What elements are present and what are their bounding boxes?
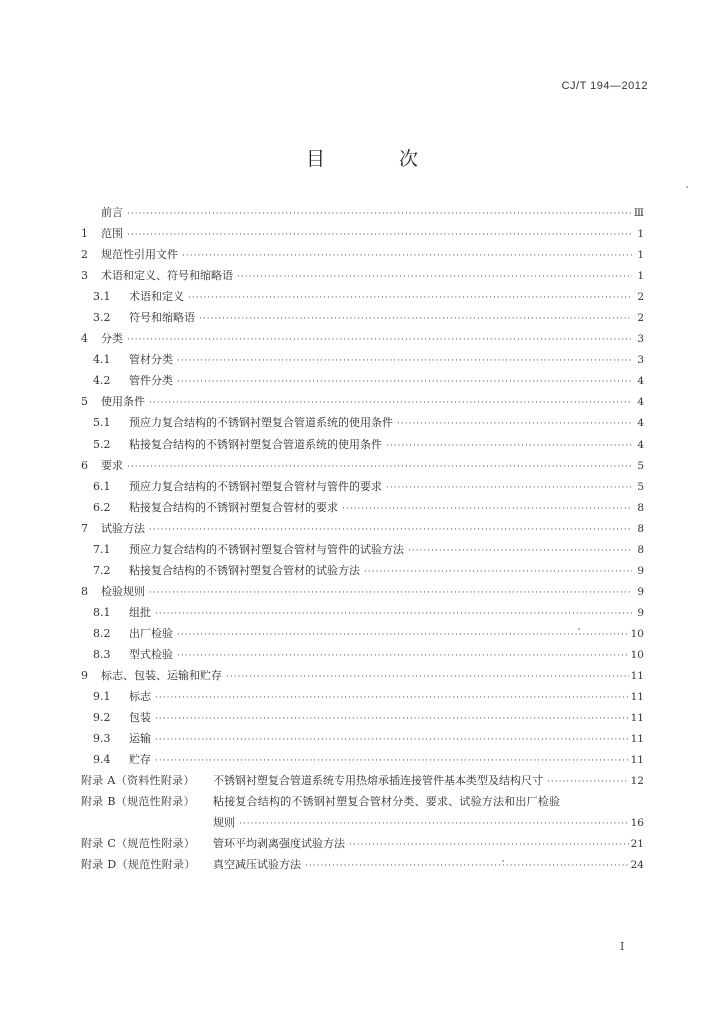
toc-entry[interactable] [81,728,644,749]
toc-entry-number: 4.2 [93,374,111,388]
toc-entry-number: 6.1 [93,479,111,493]
toc-entry-page: 8 [637,501,644,514]
toc-entry-title: 粘接复合结构的不锈钢衬塑复合管材的要求 [129,500,338,514]
toc-entry-page: 2 [637,312,644,325]
toc-entry[interactable] [81,749,644,770]
toc-entry-number: 9.4 [93,753,111,767]
appendix-title: 管环平均剥离强度试验方法 [213,837,345,851]
toc-entry-page: 11 [630,712,644,725]
toc-entry[interactable] [81,518,644,539]
dot-leader [188,288,632,309]
toc-entry-title: 术语和定义 [129,290,184,304]
toc-entry-title: 管材分类 [129,353,173,367]
toc-entry-number: 9.2 [93,711,111,725]
toc-entry[interactable] [81,581,644,602]
dot-leader [182,246,632,267]
toc-entry-page: 1 [637,228,644,241]
toc-entry-page: 4 [637,438,644,451]
dot-leader [177,625,629,646]
toc-entry-title: 预应力复合结构的不锈钢衬塑复合管材与管件的要求 [129,479,382,493]
standard-code: CJ/T 194—2012 [561,80,648,92]
dot-leader [305,856,629,877]
toc-entry-number: 6.2 [93,500,111,514]
dot-leader [127,204,632,225]
toc-entry-number: 1 [81,227,88,241]
toc-entry-page: 5 [637,480,644,493]
dot-leader [177,351,632,372]
dot-leader [155,751,629,772]
toc-entry-title: 范围 [101,227,123,241]
dot-leader [547,772,629,793]
toc-entry-page: 1 [637,249,644,262]
toc-entry-title: 符号和缩略语 [129,311,195,325]
toc-entry-title: 规范性引用文件 [101,248,178,262]
toc-entry-title: 分类 [101,332,123,346]
dot-leader [386,478,632,499]
dot-leader [155,604,632,625]
dot-leader [127,457,632,478]
toc-entry-title: 检验规则 [101,584,145,598]
toc-entry[interactable] [81,286,644,307]
toc-entry-title: 要求 [101,458,123,472]
toc-entry[interactable] [81,665,644,686]
toc-entry-title: 预应力复合结构的不锈钢衬塑复合管道系统的使用条件 [129,416,393,430]
dot-leader [239,814,629,835]
toc-entry-title: 预应力复合结构的不锈钢衬塑复合管材与管件的试验方法 [129,542,404,556]
appendix-title: 粘接复合结构的不锈钢衬塑复合管材分类、要求、试验方法和出厂检验 [213,795,561,809]
toc-entry-number: 5.1 [93,416,111,430]
toc-entry-page: 4 [637,375,644,388]
toc-appendix[interactable] [81,833,644,854]
scan-speck [502,860,504,862]
toc-entry-number: 7.1 [93,542,111,556]
dot-leader [386,436,632,457]
toc-entry-page: 11 [630,670,644,683]
appendix-page: 12 [630,775,644,788]
appendix-label: 附录 D（规范性附录） [81,858,196,872]
toc-entry-title: 运输 [129,732,151,746]
scan-speck [686,186,688,188]
toc-entry-page: 8 [637,522,644,535]
toc-entry-number: 9.3 [93,732,111,746]
toc-entry-page: 11 [630,733,644,746]
dot-leader [349,835,629,856]
appendix-page: 16 [630,817,644,830]
toc-entry-number: 8.3 [93,647,111,661]
dot-leader [177,646,629,667]
toc-entry[interactable] [81,602,644,623]
toc-entry-page: 10 [630,627,644,640]
toc-entry[interactable] [81,328,644,349]
dot-leader [226,667,629,688]
toc-entry-title: 出厂检验 [129,626,173,640]
scan-speck [578,628,580,630]
toc-entry[interactable] [81,686,644,707]
toc-entry-title: 管件分类 [129,374,173,388]
toc-entry-title: 使用条件 [101,395,145,409]
toc-entry-number: 6 [81,458,88,472]
dot-leader [199,309,632,330]
toc-entry-number: 5 [81,395,88,409]
toc-entry-page: 10 [630,648,644,661]
toc-entry-title: 粘接复合结构的不锈钢衬塑复合管材的试验方法 [129,563,360,577]
toc-entry-number: 4.1 [93,353,111,367]
toc-entry-number: 3.2 [93,311,111,325]
toc-entry[interactable] [81,307,644,328]
toc-appendix[interactable] [81,791,644,812]
toc-entry-number: 3 [81,269,88,283]
appendix-label: 附录 B（规范性附录） [81,795,195,809]
appendix-title: 真空减压试验方法 [213,858,301,872]
toc-appendix[interactable] [81,770,644,791]
toc-entry-page: 2 [637,291,644,304]
toc-entry[interactable] [81,497,644,518]
dot-leader [149,583,632,604]
toc-entry-number: 8 [81,584,88,598]
toc-entry-page: 8 [637,543,644,556]
toc-entry-page: 3 [637,333,644,346]
toc-entry[interactable] [81,412,644,433]
dot-leader [149,520,632,541]
toc-entry[interactable] [81,623,644,644]
toc-entry[interactable] [81,560,644,581]
toc-entry[interactable] [81,391,644,412]
toc-entry[interactable] [81,455,644,476]
toc-entry-page: 11 [630,691,644,704]
dot-leader [237,267,632,288]
dot-leader [155,730,629,751]
appendix-title: 不锈钢衬塑复合管道系统专用热熔承插连接管件基本类型及结构尺寸 [213,774,543,788]
toc-entry-page: 4 [637,396,644,409]
dot-leader [155,688,629,709]
toc-entry-number: 7 [81,521,88,535]
toc-entry-page: 9 [637,564,644,577]
dot-leader [364,562,632,583]
toc-entry-number: 3.1 [93,290,111,304]
toc-appendix-continued[interactable] [81,812,644,833]
toc-entry-title: 标志、包装、运输和贮存 [101,669,222,683]
toc-title: 目 次 [305,148,453,170]
appendix-title-continued: 规则 [213,816,235,830]
toc-entry-page: 3 [637,354,644,367]
dot-leader [408,541,632,562]
toc-entry-page: 9 [637,585,644,598]
toc-entry-title: 标志 [129,690,151,704]
toc-entry-number: 9 [81,669,88,683]
appendix-page: 24 [630,859,644,872]
toc-entry-number: 8.2 [93,626,111,640]
toc-entry-number: 8.1 [93,605,111,619]
toc-entry[interactable] [81,244,644,265]
toc-entry-number: 4 [81,332,88,346]
toc-entry-title: 型式检验 [129,647,173,661]
toc-entry[interactable] [81,707,644,728]
dot-leader [155,709,629,730]
toc-entry-number: 9.1 [93,690,111,704]
appendix-label: 附录 A（资料性附录） [81,774,195,788]
toc-entry-page: 1 [637,270,644,283]
dot-leader [127,225,632,246]
toc-entry[interactable] [81,434,644,455]
toc-entry-page: 11 [630,754,644,767]
toc-entry[interactable] [81,202,644,223]
dot-leader [397,414,632,435]
dot-leader [177,372,632,393]
appendix-label: 附录 C（规范性附录） [81,837,196,851]
toc-entry-title: 术语和定义、符号和缩略语 [101,269,233,283]
toc-entry-page: 4 [637,417,644,430]
toc-entry[interactable] [81,223,644,244]
toc-entry-page: 9 [637,606,644,619]
toc-entry-title: 试验方法 [101,521,145,535]
toc-entry[interactable] [81,539,644,560]
dot-leader [342,499,632,520]
appendix-page: 21 [630,838,644,851]
toc-entry-number: 2 [81,248,88,262]
toc-entry[interactable] [81,476,644,497]
dot-leader [149,393,632,414]
toc-entry[interactable] [81,644,644,665]
toc-entry-title: 组批 [129,605,151,619]
toc-entry-title: 包装 [129,711,151,725]
dot-leader [127,330,632,351]
toc-entry-page: 5 [637,459,644,472]
table-of-contents [81,202,644,876]
toc-entry[interactable] [81,265,644,286]
toc-entry-title: 贮存 [129,753,151,767]
toc-entry-title: 粘接复合结构的不锈钢衬塑复合管道系统的使用条件 [129,437,382,451]
toc-entry[interactable] [81,370,644,391]
toc-entry[interactable] [81,349,644,370]
page-number: Ⅰ [620,940,625,953]
toc-entry-page: Ⅲ [633,207,644,219]
toc-entry-title: 前言 [101,206,123,219]
toc-appendix[interactable] [81,854,644,875]
toc-entry-number: 7.2 [93,563,111,577]
toc-entry-number: 5.2 [93,437,111,451]
